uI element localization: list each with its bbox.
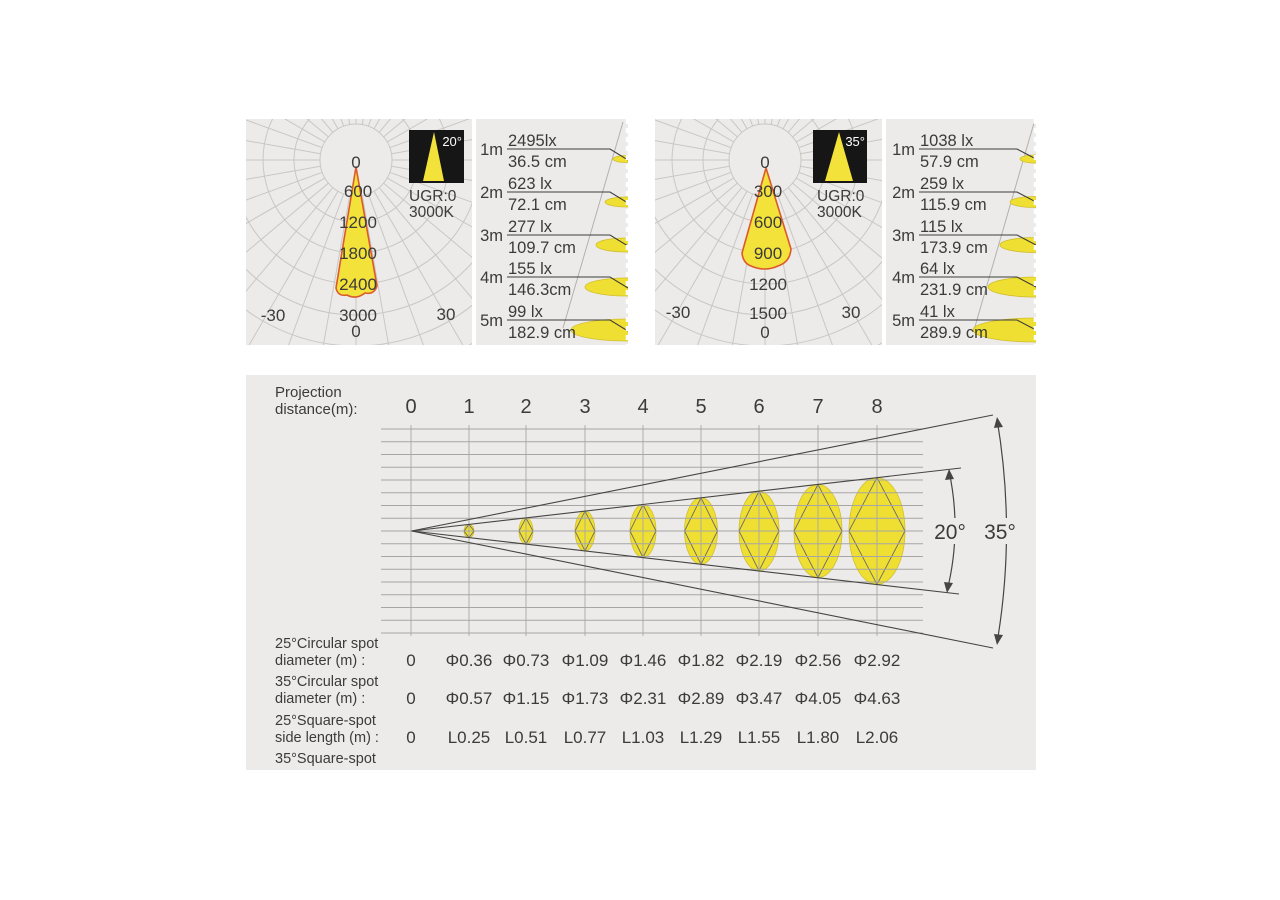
inset-beam-angle-label: 20° bbox=[442, 134, 462, 149]
svg-text:Φ3.47: Φ3.47 bbox=[735, 689, 783, 708]
svg-text:0: 0 bbox=[406, 689, 416, 708]
row-label: 35°Square-spot bbox=[275, 751, 376, 767]
svg-text:0: 0 bbox=[406, 651, 416, 670]
spot-size-value: 115.9 cm bbox=[920, 196, 987, 214]
spot-size-value: 182.9 cm bbox=[508, 324, 576, 342]
svg-text:L0.77: L0.77 bbox=[563, 728, 607, 747]
distance-label: 3m bbox=[892, 227, 915, 245]
svg-text:Φ0.57: Φ0.57 bbox=[445, 689, 493, 708]
svg-text:3: 3 bbox=[579, 396, 591, 418]
distance-label: 1m bbox=[892, 141, 915, 159]
svg-text:Φ4.05: Φ4.05 bbox=[794, 689, 842, 708]
angle-tick-right: 30 bbox=[436, 305, 456, 324]
projection-diagram bbox=[246, 375, 1036, 770]
distance-rows bbox=[892, 132, 988, 342]
ugr-label: UGR:0 bbox=[409, 188, 457, 205]
svg-text:L0.51: L0.51 bbox=[504, 728, 548, 747]
ring-tick: 300 bbox=[753, 182, 783, 201]
angle-tick-left: -30 bbox=[260, 306, 286, 325]
beam-angle-inset bbox=[409, 130, 464, 183]
svg-text:Φ1.46: Φ1.46 bbox=[619, 651, 667, 670]
svg-text:Φ2.56: Φ2.56 bbox=[794, 651, 842, 670]
cone-angle-outer-label: 35° bbox=[984, 521, 1016, 544]
lux-value: 41 lx bbox=[920, 303, 955, 321]
distance-label: 3m bbox=[480, 227, 503, 245]
angle-arcs bbox=[931, 417, 1019, 645]
svg-text:L0.25: L0.25 bbox=[447, 728, 491, 747]
distance-label: 2m bbox=[892, 184, 915, 202]
ring-tick: 900 bbox=[753, 244, 783, 263]
svg-text:Φ2.89: Φ2.89 bbox=[677, 689, 725, 708]
distance-rows bbox=[480, 132, 576, 342]
distance-axis bbox=[405, 396, 882, 418]
svg-text:6: 6 bbox=[753, 396, 765, 418]
ring-tick: 600 bbox=[343, 182, 373, 201]
lux-value: 64 lx bbox=[920, 260, 955, 278]
lux-value: 277 lx bbox=[508, 218, 553, 236]
spot-size-value: 72.1 cm bbox=[508, 196, 567, 214]
angle-tick-left: -30 bbox=[665, 303, 691, 322]
svg-text:Φ1.73: Φ1.73 bbox=[561, 689, 609, 708]
cone-angle-inner-label: 20° bbox=[934, 521, 966, 544]
svg-text:L1.29: L1.29 bbox=[679, 728, 723, 747]
angle-tick-center: 0 bbox=[760, 323, 770, 342]
svg-text:Φ0.73: Φ0.73 bbox=[502, 651, 550, 670]
ring-tick: 2400 bbox=[339, 275, 377, 294]
lux-value: 115 lx bbox=[920, 218, 963, 236]
spot-size-value: 289.9 cm bbox=[920, 324, 988, 342]
projection-title-line2: distance(m): bbox=[275, 401, 358, 418]
svg-text:Φ2.19: Φ2.19 bbox=[735, 651, 783, 670]
ring-tick: 3000 bbox=[339, 306, 377, 325]
row-label: 25°Circular spot bbox=[275, 636, 379, 652]
row-label: side length (m) : bbox=[275, 730, 379, 746]
polar-chart-20deg bbox=[246, 119, 472, 345]
polar-center-label: 0 bbox=[760, 153, 770, 172]
svg-text:0: 0 bbox=[405, 396, 417, 418]
svg-text:L1.80: L1.80 bbox=[796, 728, 840, 747]
lux-value: 623 lx bbox=[508, 175, 553, 193]
beam-angle-inset bbox=[813, 130, 867, 183]
spot-size-value: 57.9 cm bbox=[920, 153, 979, 171]
spot-size-value: 173.9 cm bbox=[920, 239, 988, 257]
row-label: diameter (m) : bbox=[275, 691, 366, 707]
svg-text:L1.55: L1.55 bbox=[737, 728, 781, 747]
lux-value: 155 lx bbox=[508, 260, 553, 278]
row-label: diameter (m) : bbox=[275, 653, 366, 669]
lux-value: 2495lx bbox=[508, 132, 557, 150]
distance-label: 2m bbox=[480, 184, 503, 202]
lux-value: 1038 lx bbox=[920, 132, 974, 150]
spot-size-value: 146.3cm bbox=[508, 281, 572, 299]
svg-text:5: 5 bbox=[695, 396, 707, 418]
distance-label: 5m bbox=[480, 312, 503, 330]
spot-ellipses bbox=[571, 156, 628, 342]
ring-tick: 1500 bbox=[749, 304, 787, 323]
svg-text:Φ1.09: Φ1.09 bbox=[561, 651, 609, 670]
svg-text:Φ4.63: Φ4.63 bbox=[853, 689, 901, 708]
svg-text:4: 4 bbox=[637, 396, 649, 418]
lux-table-35deg bbox=[886, 119, 1036, 345]
distance-label: 5m bbox=[892, 312, 915, 330]
cct-label: 3000K bbox=[817, 204, 862, 221]
distance-label: 1m bbox=[480, 141, 503, 159]
svg-text:0: 0 bbox=[406, 728, 416, 747]
angle-tick-right: 30 bbox=[841, 303, 861, 322]
svg-text:7: 7 bbox=[812, 396, 824, 418]
svg-text:Φ1.15: Φ1.15 bbox=[502, 689, 550, 708]
spot-size-value: 231.9 cm bbox=[920, 281, 988, 299]
ring-tick: 1200 bbox=[749, 275, 787, 294]
polar-center-label: 0 bbox=[351, 153, 361, 172]
svg-text:Φ2.31: Φ2.31 bbox=[619, 689, 667, 708]
svg-text:1: 1 bbox=[463, 396, 475, 418]
svg-text:2: 2 bbox=[520, 396, 532, 418]
svg-text:Φ0.36: Φ0.36 bbox=[445, 651, 493, 670]
svg-text:L2.06: L2.06 bbox=[855, 728, 899, 747]
projection-title-line1: Projection bbox=[275, 384, 342, 401]
inset-beam-angle-label: 35° bbox=[845, 134, 865, 149]
row-label: 25°Square-spot bbox=[275, 713, 376, 729]
ring-tick: 1800 bbox=[339, 244, 377, 263]
polar-chart-35deg bbox=[655, 119, 882, 345]
spot-size-value: 36.5 cm bbox=[508, 153, 567, 171]
ugr-label: UGR:0 bbox=[817, 188, 865, 205]
lux-table-20deg bbox=[476, 119, 628, 345]
lux-value: 99 lx bbox=[508, 303, 543, 321]
svg-text:L1.03: L1.03 bbox=[621, 728, 665, 747]
spot-size-value: 109.7 cm bbox=[508, 239, 576, 257]
row-label: 35°Circular spot bbox=[275, 674, 379, 690]
svg-text:Φ1.82: Φ1.82 bbox=[677, 651, 725, 670]
lux-value: 259 lx bbox=[920, 175, 965, 193]
svg-text:Φ2.92: Φ2.92 bbox=[853, 651, 901, 670]
ring-tick: 600 bbox=[753, 213, 783, 232]
svg-text:8: 8 bbox=[871, 396, 883, 418]
wall-line bbox=[563, 122, 623, 328]
distance-label: 4m bbox=[480, 269, 503, 287]
cct-label: 3000K bbox=[409, 204, 454, 221]
angle-tick-center: 0 bbox=[351, 322, 361, 341]
ring-tick: 1200 bbox=[339, 213, 377, 232]
spot-size-table bbox=[275, 636, 900, 767]
distance-label: 4m bbox=[892, 269, 915, 287]
